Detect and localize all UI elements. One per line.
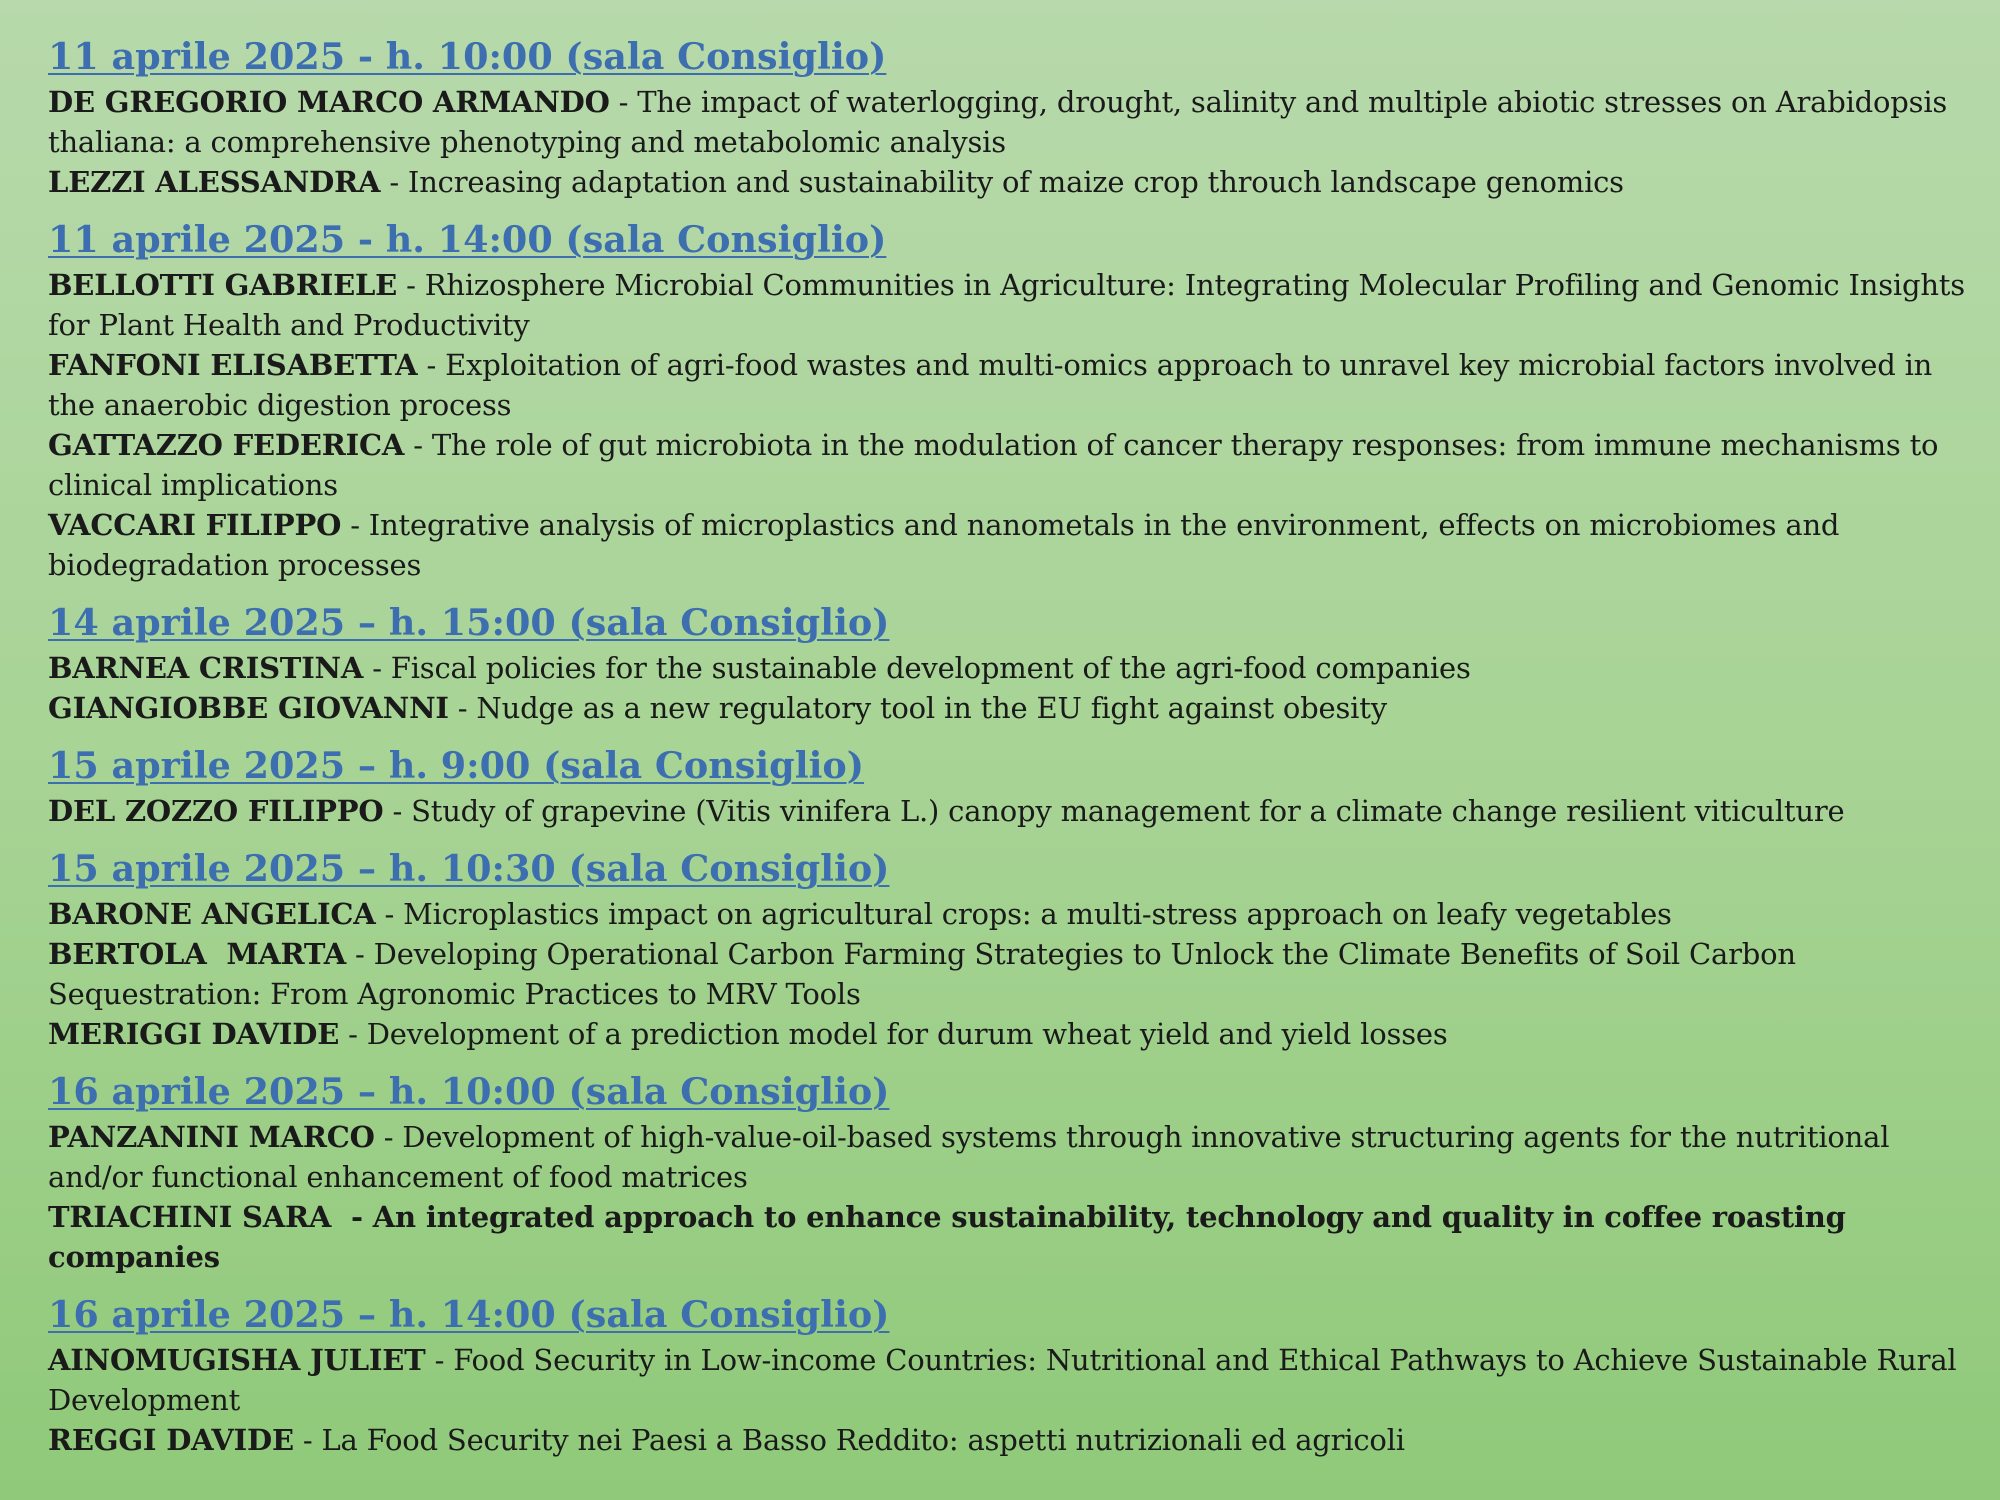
talk-title: - Nudge as a new regulatory tool in the EU fight against obesity <box>448 691 1387 725</box>
presenter-name: GATTAZZO FEDERICA <box>48 428 405 462</box>
talk-title: - Fiscal policies for the sustainable development of the agri-food companies <box>363 651 1471 685</box>
session-2025-04-11-1400 <box>48 215 1968 585</box>
presenter-name: AINOMUGISHA JULIET <box>48 1343 426 1377</box>
list-item <box>48 345 1968 425</box>
session-2025-04-14-1500 <box>48 598 1968 728</box>
session-2025-04-15-0900 <box>48 741 1968 831</box>
session-header-link[interactable]: 14 aprile 2025 – h. 15:00 (sala Consiglio) <box>48 601 890 644</box>
list-item <box>48 894 1968 934</box>
session-2025-04-16-1000 <box>48 1067 1968 1277</box>
presenter-name: BARONE ANGELICA <box>48 897 376 931</box>
list-item <box>48 505 1968 585</box>
presenter-name: PANZANINI MARCO <box>48 1120 375 1154</box>
presenter-name: GIANGIOBBE GIOVANNI <box>48 691 449 725</box>
list-item <box>48 1014 1968 1054</box>
talk-title: - Developing Operational Carbon Farming Strategies to Unlock the Climate Benefits of Soil Carbon Sequestration: From Agronomic Practices to MRV Tools <box>48 937 1796 1011</box>
presenter-name: TRIACHINI SARA <box>48 1200 332 1234</box>
presenter-name: BERTOLA MARTA <box>48 937 347 971</box>
presenter-name: DE GREGORIO MARCO ARMANDO <box>48 85 610 119</box>
session-2025-04-15-1030 <box>48 844 1968 1054</box>
talk-title: - Rhizosphere Microbial Communities in Agriculture: Integrating Molecular Profiling and Genomic Insights for Plant Health and Productivity <box>48 268 1965 342</box>
list-item <box>48 791 1968 831</box>
presenter-name: LEZZI ALESSANDRA <box>48 165 381 199</box>
talk-title: - Development of high-value-oil-based systems through innovative structuring agents for the nutritional and/or functional enhancement of food matrices <box>48 1120 1890 1194</box>
talk-title: - Food Security in Low-income Countries: Nutritional and Ethical Pathways to Achieve Sustainable Rural Development <box>48 1343 1957 1417</box>
session-2025-04-11-1000 <box>48 32 1968 202</box>
presenter-name: MERIGGI DAVIDE <box>48 1017 340 1051</box>
session-header-link[interactable]: 11 aprile 2025 - h. 10:00 (sala Consiglio) <box>48 35 887 78</box>
schedule <box>48 32 1968 1473</box>
list-item <box>48 265 1968 345</box>
talk-title: - Microplastics impact on agricultural crops: a multi-stress approach on leafy vegetables <box>375 897 1672 931</box>
talk-title: - The impact of waterlogging, drought, salinity and multiple abiotic stresses on Arabidopsis thaliana: a comprehensive phenotyping and metabolomic analysis <box>48 85 1948 159</box>
talk-title: - The role of gut microbiota in the modulation of cancer therapy responses: from immune mechanisms to clinical implications <box>48 428 1939 502</box>
session-header-link[interactable]: 16 aprile 2025 – h. 10:00 (sala Consiglio) <box>48 1070 890 1113</box>
talk-title: - An integrated approach to enhance sustainability, technology and quality in coffee roasting companies <box>48 1200 1856 1274</box>
presenter-name: BARNEA CRISTINA <box>48 651 364 685</box>
session-header-link[interactable]: 15 aprile 2025 – h. 10:30 (sala Consiglio) <box>48 847 890 890</box>
presenter-name: VACCARI FILIPPO <box>48 508 342 542</box>
talk-title: - Study of grapevine (Vitis vinifera L.) canopy management for a climate change resilient viticulture <box>383 794 1845 828</box>
list-item <box>48 934 1968 1014</box>
presenter-name: FANFONI ELISABETTA <box>48 348 418 382</box>
list-item <box>48 688 1968 728</box>
list-item <box>48 1340 1968 1420</box>
session-header-link[interactable]: 16 aprile 2025 – h. 14:00 (sala Consiglio) <box>48 1293 890 1336</box>
list-item <box>48 1420 1968 1460</box>
session-header-link[interactable]: 11 aprile 2025 - h. 14:00 (sala Consiglio) <box>48 218 887 261</box>
talk-title: - La Food Security nei Paesi a Basso Reddito: aspetti nutrizionali ed agricoli <box>293 1423 1405 1457</box>
list-item <box>48 648 1968 688</box>
talk-title: - Development of a prediction model for durum wheat yield and yield losses <box>339 1017 1448 1051</box>
session-2025-04-16-1400 <box>48 1290 1968 1460</box>
presenter-name: DEL ZOZZO FILIPPO <box>48 794 384 828</box>
talk-title: - Integrative analysis of microplastics and nanometals in the environment, effects on microbiomes and biodegradation processes <box>48 508 1840 582</box>
talk-title: - Exploitation of agri-food wastes and multi-omics approach to unravel key microbial factors involved in the anaerobic digestion process <box>48 348 1933 422</box>
list-item <box>48 425 1968 505</box>
presenter-name: BELLOTTI GABRIELE <box>48 268 398 302</box>
list-item <box>48 1117 1968 1197</box>
list-item <box>48 82 1968 162</box>
list-item <box>48 1197 1968 1277</box>
session-header-link[interactable]: 15 aprile 2025 – h. 9:00 (sala Consiglio) <box>48 744 865 787</box>
list-item <box>48 162 1968 202</box>
talk-title: - Increasing adaptation and sustainability of maize crop throuch landscape genomics <box>380 165 1624 199</box>
presenter-name: REGGI DAVIDE <box>48 1423 294 1457</box>
